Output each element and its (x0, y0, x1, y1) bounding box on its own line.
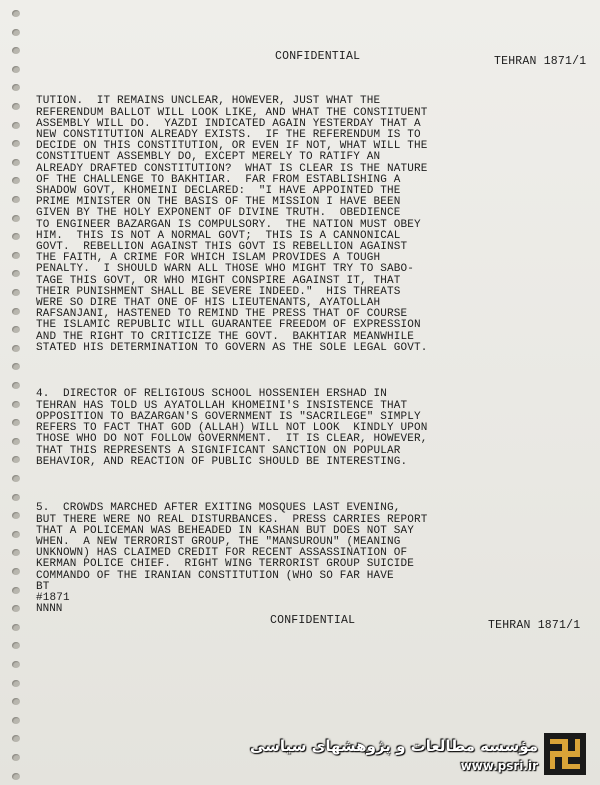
watermark-name: مؤسسه مطالعات و پژوهشهای سیاسی (249, 737, 538, 755)
text-line: THE FAITH, A CRIME FOR WHICH ISLAM PROVIDES A TOUGH (36, 252, 381, 265)
text-line: THAT THIS REPRESENTS A SIGNIFICANT SANCTION ON POPULAR (36, 444, 401, 457)
paragraph-continuation (36, 96, 486, 354)
text-line: TAGE THIS GOVT, OR WHO MIGHT CONSPIRE AGAINST IT, THAT (36, 274, 401, 287)
binder-hole (12, 456, 20, 463)
binder-hole (12, 587, 20, 594)
binder-hole (12, 568, 20, 575)
text-line: 4. DIRECTOR OF RELIGIOUS SCHOOL HOSSENIEH ERSHAD IN (36, 388, 388, 401)
binder-hole (12, 252, 20, 259)
psri-logo-icon (544, 733, 586, 775)
text-line: KERMAN POLICE CHIEF. RIGHT WING TERRORIST GROUP SUICIDE (36, 558, 415, 571)
binder-hole (12, 661, 20, 668)
text-line: OPPOSITION TO BAZARGAN'S GOVERNMENT IS "SACRILEGE" SIMPLY (36, 410, 421, 423)
text-line: WHEN. A NEW TERRORIST GROUP, THE "MANSUROUN" (MEANING (36, 535, 401, 548)
text-line: GOVT. REBELLION AGAINST THIS GOVT IS REBELLION AGAINST (36, 241, 408, 254)
binder-hole (12, 642, 20, 649)
cable-body (36, 74, 486, 640)
text-line: THOSE WHO DO NOT FOLLOW GOVERNMENT. IT IS CLEAR, HOWEVER, (36, 433, 428, 446)
text-line: CONSTITUENT ASSEMBLY DO, EXCEPT MERELY TO RATIFY AN (36, 151, 381, 164)
header-classification: CONFIDENTIAL (275, 50, 361, 63)
binder-hole (12, 270, 20, 277)
text-line: UNKNOWN) HAS CLAIMED CREDIT FOR RECENT ASSASSINATION OF (36, 547, 408, 560)
binder-hole (12, 363, 20, 370)
binder-hole (12, 512, 20, 519)
binder-hole (12, 698, 20, 705)
text-line: #1871 (36, 591, 70, 604)
binder-hole (12, 494, 20, 501)
binder-hole (12, 345, 20, 352)
paragraph-4 (36, 389, 486, 467)
binder-hole (12, 233, 20, 240)
text-line: SHADOW GOVT, KHOMEINI DECLARED: "I HAVE APPOINTED THE (36, 185, 401, 198)
text-line: REFERENDUM BALLOT WILL LOOK LIKE, AND WHAT THE CONSTITUENT (36, 106, 428, 119)
text-line: GIVEN BY THE HOLY EXPONENT OF DIVINE TRUTH. OBEDIENCE (36, 207, 401, 220)
text-line: NEW CONSTITUTION ALREADY EXISTS. IF THE REFERENDUM IS TO (36, 129, 421, 142)
binder-hole (12, 122, 20, 129)
text-line: 5. CROWDS MARCHED AFTER EXITING MOSQUES LAST EVENING, (36, 502, 401, 515)
binder-hole (12, 680, 20, 687)
text-line: THEIR PUNISHMENT SHALL BE SEVERE INDEED." HIS THREATS (36, 285, 401, 298)
binder-hole (12, 401, 20, 408)
text-line: STATED HIS DETERMINATION TO GOVERN AS THE SOLE LEGAL GOVT. (36, 341, 428, 354)
binder-hole (12, 624, 20, 631)
footer-reference: TEHRAN 1871/1 (488, 619, 581, 632)
text-line: COMMANDO OF THE IRANIAN CONSTITUTION (WHO SO FAR HAVE (36, 569, 394, 582)
text-line: BT (36, 580, 50, 593)
text-line: OF THE CHALLENGE TO BAKHTIAR. FAR FROM ESTABLISHING A (36, 173, 401, 186)
text-line: RAFSANJANI, HASTENED TO REMIND THE PRESS THAT OF COURSE (36, 308, 408, 321)
text-line: ALREADY DRAFTED CONSTITUTION? WHAT IS CLEAR IS THE NATURE (36, 162, 428, 175)
binder-hole (12, 475, 20, 482)
binder-hole (12, 103, 20, 110)
footer-classification: CONFIDENTIAL (270, 614, 356, 627)
binder-hole (12, 47, 20, 54)
text-line: BUT THERE WERE NO REAL DISTURBANCES. PRESS CARRIES REPORT (36, 513, 428, 526)
text-line: AND THE RIGHT TO CRITICIZE THE GOVT. BAKHTIAR MEANWHILE (36, 330, 415, 343)
binder-hole (12, 754, 20, 761)
binder-holes (12, 4, 22, 782)
text-line: TO ENGINEER BAZARGAN IS COMPULSORY. THE NATION MUST OBEY (36, 218, 421, 231)
binder-hole (12, 717, 20, 724)
text-line: TEHRAN HAS TOLD US AYATOLLAH KHOMEINI'S INSISTENCE THAT (36, 399, 408, 412)
binder-hole (12, 29, 20, 36)
binder-hole (12, 438, 20, 445)
binder-hole (12, 177, 20, 184)
binder-hole (12, 419, 20, 426)
binder-hole (12, 549, 20, 556)
text-line: BEHAVIOR, AND REACTION OF PUBLIC SHOULD BE INTERESTING. (36, 455, 408, 468)
text-line: DECIDE ON THIS CONSTITUTION, OR EVEN IF NOT, WHAT WILL THE (36, 140, 428, 153)
binder-hole (12, 773, 20, 780)
binder-hole (12, 531, 20, 538)
paragraph-5 (36, 503, 486, 604)
text-line: TUTION. IT REMAINS UNCLEAR, HOWEVER, JUST WHAT THE (36, 95, 381, 108)
header-reference: TEHRAN 1871/1 (494, 55, 587, 68)
binder-hole (12, 289, 20, 296)
binder-hole (12, 215, 20, 222)
text-line: PENALTY. I SHOULD WARN ALL THOSE WHO MIGHT TRY TO SABO- (36, 263, 415, 276)
text-line: THAT A POLICEMAN WAS BEHEADED IN KASHAN BUT DOES NOT SAY (36, 524, 415, 537)
end-marker: NNNN (36, 603, 63, 615)
watermark-url: www.psri.ir (460, 759, 538, 773)
text-line: WERE SO DIRE THAT ONE OF HIS LIEUTENANTS, AYATOLLAH (36, 297, 381, 310)
text-line: HIM. THIS IS NOT A NORMAL GOVT; THIS IS A CANNONICAL (36, 229, 401, 242)
text-line: THE ISLAMIC REPUBLIC WILL GUARANTEE FREEDOM OF EXPRESSION (36, 319, 421, 332)
binder-hole (12, 605, 20, 612)
binder-hole (12, 84, 20, 91)
binder-hole (12, 308, 20, 315)
text-line: PRIME MINISTER ON THE BASIS OF THE MISSION I HAVE BEEN (36, 196, 401, 209)
text-line: REFERS TO FACT THAT GOD (ALLAH) WILL NOT LOOK KINDLY UPON (36, 422, 428, 435)
binder-hole (12, 66, 20, 73)
binder-hole (12, 326, 20, 333)
binder-hole (12, 10, 20, 17)
binder-hole (12, 196, 20, 203)
binder-hole (12, 159, 20, 166)
binder-hole (12, 735, 20, 742)
binder-hole (12, 382, 20, 389)
binder-hole (12, 140, 20, 147)
text-line: ASSEMBLY WILL DO. YAZDI INDICATED AGAIN YESTERDAY THAT A (36, 117, 421, 130)
